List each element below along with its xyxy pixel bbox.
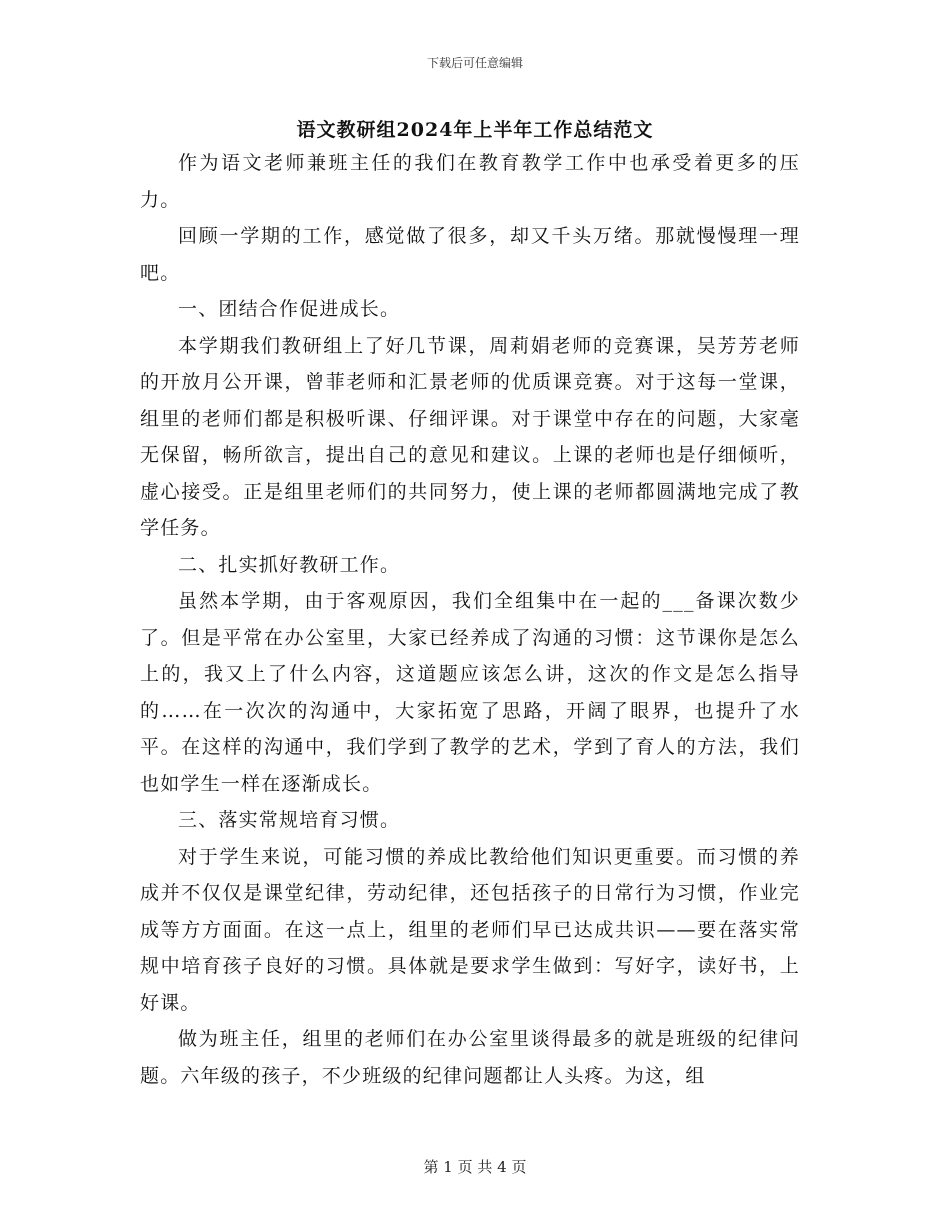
paragraph-head-teacher: 做为班主任，组里的老师们在办公室里谈得最多的就是班级的纪律问题。六年级的孩子，不少班级的纪律问题都让人头疼。为这，组 (140, 1028, 800, 1087)
document-title: 语文教研组2024年上半年工作总结范文 (296, 119, 654, 141)
paragraph-section-2: 虽然本学期，由于客观原因，我们全组集中在一起的___备课次数少了。但是平常在办公室里，大家已经养成了沟通的习惯：这节课你是怎么上的，我又上了什么内容，这道题应该怎么讲，这次的作文是怎么指导的……在一次次的沟通中，大家拓宽了思路，开阔了眼界，也提升了水平。在这样的沟通中，我们学到了教学的艺术，学到了育人的方法，我们也如学生一样在逐渐成长。 (140, 590, 800, 795)
paragraph-intro: 作为语文老师兼班主任的我们在教育教学工作中也承受着更多的压力。 (140, 152, 800, 211)
section-heading-3: 三、落实常规培育习惯。 (178, 809, 401, 831)
paragraph-section-3: 对于学生来说，可能习惯的养成比教给他们知识更重要。而习惯的养成并不仅仅是课堂纪律，劳动纪律，还包括孩子的日常行为习惯，作业完成等方方面面。在这一点上，组里的老师们早已达成共识——要在落实常规中培育孩子良好的习惯。具体就是要求学生做到：写好字，读好书，上好课。 (140, 845, 800, 1014)
paragraph-review: 回顾一学期的工作，感觉做了很多，却又千头万绪。那就慢慢理一理吧。 (140, 225, 800, 284)
page-number-footer: 第 1 页 共 4 页 (423, 1158, 527, 1176)
header-note: 下载后可任意编辑 (426, 56, 523, 70)
section-heading-1: 一、团结合作促进成长。 (178, 298, 401, 320)
document-body (140, 145, 800, 1094)
paragraph-section-1: 本学期我们教研组上了好几节课，周莉娟老师的竞赛课，吴芳芳老师的开放月公开课，曾菲老师和汇景老师的优质课竞赛。对于这每一堂课，组里的老师们都是积极听课、仔细评课。对于课堂中存在的问题，大家毫无保留，畅所欲言，提出自己的意见和建议。上课的老师也是仔细倾听，虚心接受。正是组里老师们的共同努力，使上课的老师都圆满地完成了教学任务。 (140, 334, 800, 539)
section-heading-2: 二、扎实抓好教研工作。 (178, 553, 401, 576)
